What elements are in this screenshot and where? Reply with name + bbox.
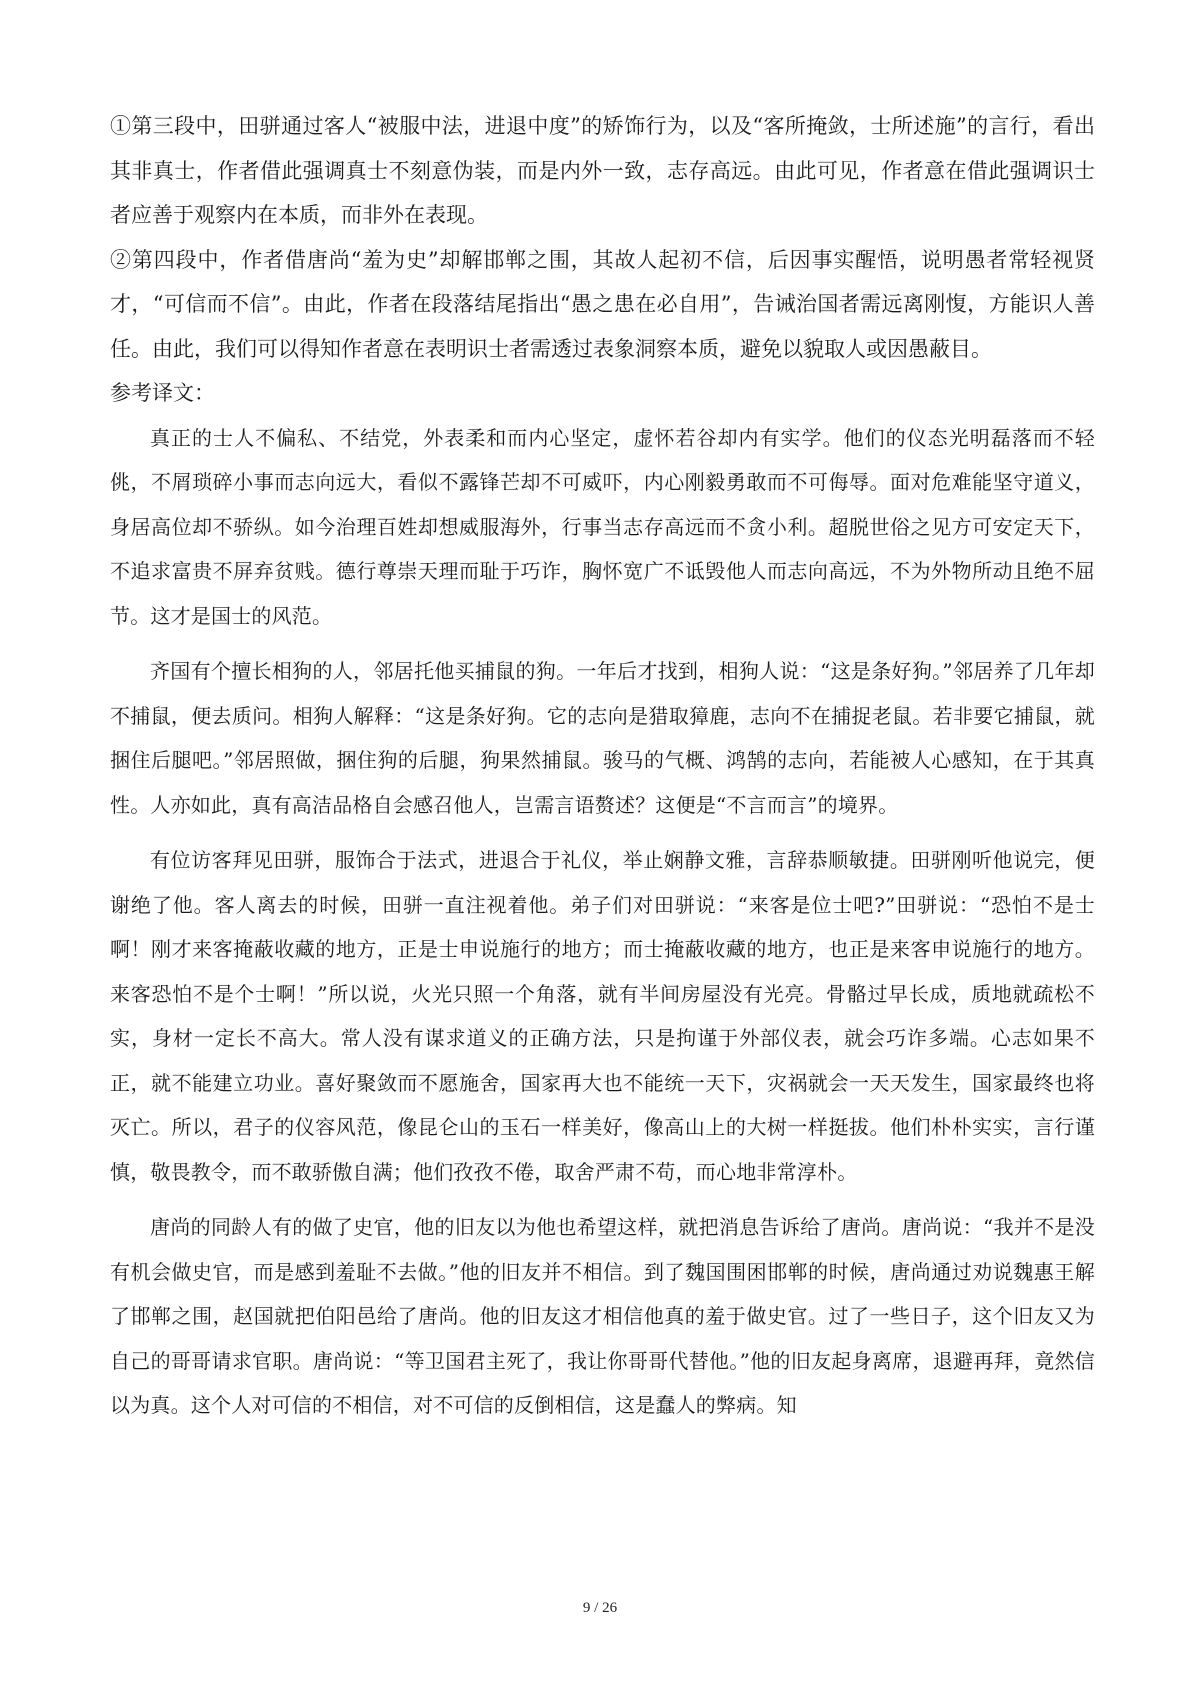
translation-paragraph-1: 真正的士人不偏私、不结党，外表柔和而内心坚定，虚怀若谷却内有实学。他们的仪态光明磊落而不轻佻，不屑琐碎小事而志向远大，看似不露锋芒却不可威吓，内心刚毅勇敢而不可侮辱。面对危难能坚守道义，身居高位却不骄纵。如今治理百姓却想威服海外，行事当志存高远而不贪小利。超脱世俗之见方可安定天下，不追求富贵不屏弃贫贱。德行尊崇天理而耻于巧诈，胸怀宽广不诋毁他人而志向高远，不为外物所动且绝不屈节。这才是国士的风范。 bbox=[110, 425, 1095, 628]
translation-paragraph-2: 齐国有个擅长相狗的人，邻居托他买捕鼠的狗。一年后才找到，相狗人说：“这是条好狗。”邻居养了几年却不捕鼠，便去质问。相狗人解释：“这是条好狗。它的志向是猎取獐鹿，志向不在捕捉老鼠。若非要它捕鼠，就捆住后腿吧。”邻居照做，捆住狗的后腿，狗果然捕鼠。骏马的气概、鸿鹄的志向，若能被人心感知，在于其真性。人亦如此，真有高洁品格自会感召他人，岂需言语赘述？这便是“不言而言”的境界。 bbox=[110, 659, 1095, 817]
translation-section bbox=[110, 416, 1095, 1428]
analysis-paragraph-1: ①第三段中，田骈通过客人“被服中法，进退中度”的矫饰行为，以及“客所掩敛，士所述施”的言行，看出其非真士，作者借此强调真士不刻意伪装，而是内外一致，志存高远。由此可见，作者意在借此强调识士者应善于观察内在本质，而非外在表现。 bbox=[110, 114, 1095, 227]
page-number: 9 / 26 bbox=[582, 1600, 618, 1616]
translation-paragraph-4: 唐尚的同龄人有的做了史官，他的旧友以为他也希望这样，就把消息告诉给了唐尚。唐尚说：“我并不是没有机会做史官，而是感到羞耻不去做。”他的旧友并不相信。到了魏国围困邯郸的时候，唐尚通过劝说魏惠王解了邯郸之围，赵国就把伯阳邑给了唐尚。他的旧友这才相信他真的羞于做史官。过了一些日子，这个旧友又为自己的哥哥请求官职。唐尚说：“等卫国君主死了，我让你哥哥代替他。”他的旧友起身离席，退避再拜，竟然信以为真。这个人对可信的不相信，对不可信的反倒相信，这是蠢人的弊病。知 bbox=[110, 1215, 1095, 1417]
page-content bbox=[110, 104, 1095, 1439]
analysis-paragraph-2: ②第四段中，作者借唐尚“羞为史”却解邯郸之围，其故人起初不信，后因事实醒悟，说明愚者常轻视贤才，“可信而不信”。由此，作者在段落结尾指出“愚之患在必自用”，告诫治国者需远离刚愎，方能识人善任。由此，我们可以得知作者意在表明识士者需透过表象洞察本质，避免以貌取人或因愚蔽目。 bbox=[110, 247, 1095, 361]
translation-paragraph-3: 有位访客拜见田骈，服饰合于法式，进退合于礼仪，举止娴静文雅，言辞恭顺敏捷。田骈刚听他说完，便谢绝了他。客人离去的时候，田骈一直注视着他。弟子们对田骈说：“来客是位士吧?”田骈说：“恐怕不是士啊！刚才来客掩蔽收藏的地方，正是士申说施行的地方；而士掩蔽收藏的地方，也正是来客申说施行的地方。来客恐怕不是个士啊！”所以说，火光只照一个角落，就有半间房屋没有光亮。骨骼过早长成，质地就疏松不实，身材一定长不高大。常人没有谋求道义的正确方法，只是拘谨于外部仪表，就会巧诈多端。心志如果不正，就不能建立功业。喜好聚敛而不愿施舍，国家再大也不能统一天下，灾祸就会一天天发生，国家最终也将灭亡。所以，君子的仪容风范，像昆仑山的玉石一样美好，像高山上的大树一样挺拔。他们朴朴实实，言行谨慎，敬畏教令，而不敢骄傲自满；他们孜孜不倦，取舍严肃不苟，而心地非常淳朴。 bbox=[110, 848, 1095, 1184]
translation-heading: 参考译文： bbox=[110, 381, 215, 405]
analysis-section bbox=[110, 104, 1095, 371]
